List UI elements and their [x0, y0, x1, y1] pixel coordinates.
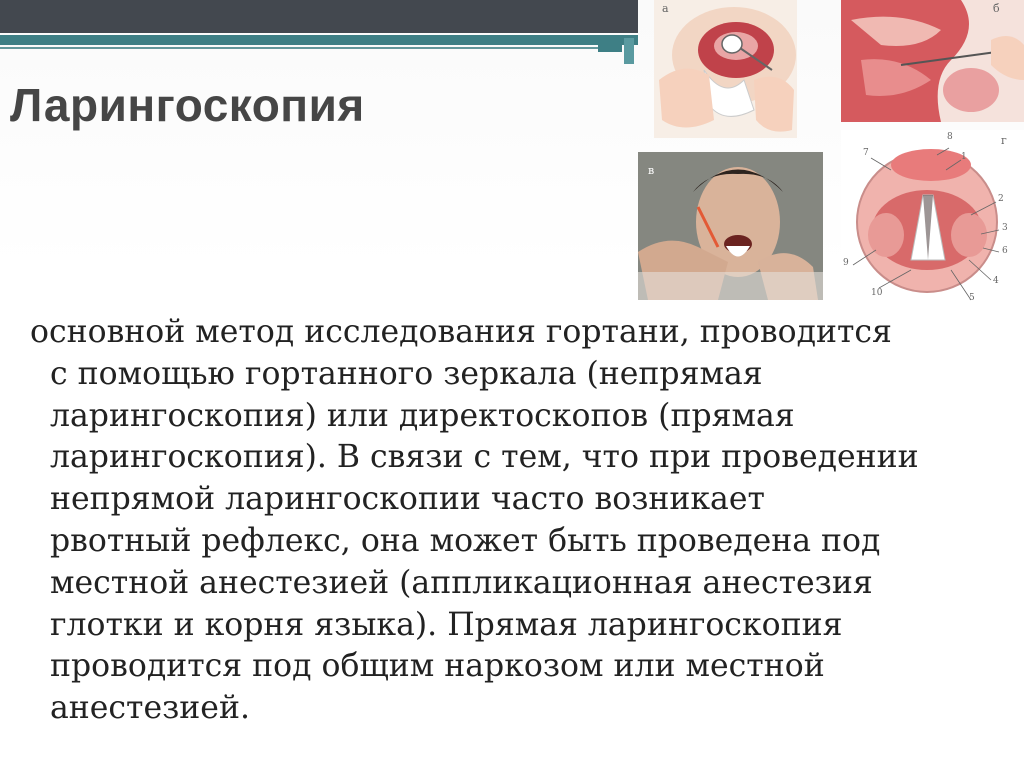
body-line: непрямой ларингоскопии часто возникает: [50, 481, 765, 518]
figure-c-label: в: [648, 164, 655, 177]
header-corner-block-small: [624, 38, 634, 64]
body-line: проводится под общим наркозом или местной: [50, 648, 825, 685]
body-line: ларингоскопия). В связи с тем, что при проведении: [50, 439, 919, 476]
body-line: ларингоскопия) или директоскопов (прямая: [50, 397, 795, 434]
body-line: основной метод исследования гортани, проводится: [30, 314, 892, 350]
figure-d-number: 7: [863, 148, 869, 158]
figure-d-illustration: [841, 130, 1024, 305]
slide-title: Ларингоскопия: [10, 79, 365, 131]
figure-b-illustration: [841, 0, 1024, 122]
body-line: рвотный рефлекс, она может быть проведена под: [50, 522, 881, 559]
figure-d-number: 3: [1002, 223, 1008, 233]
header-band-teal: [0, 35, 638, 45]
body-line: местной анестезией (аппликационная анестезия: [50, 564, 873, 601]
figure-d-number: 1: [961, 152, 967, 162]
figure-a-label: а: [662, 2, 669, 15]
header-corner-block: [598, 38, 622, 52]
figure-d-number: 5: [969, 293, 975, 303]
figure-b-label: б: [993, 2, 1000, 15]
body-line: анестезией.: [50, 690, 250, 727]
header-band-dark: [0, 0, 638, 33]
figure-a-illustration: [654, 0, 797, 138]
body-line: с помощью гортанного зеркала (непрямая: [50, 355, 763, 392]
header-rule: [0, 47, 612, 49]
figure-d-label: г: [1001, 134, 1007, 147]
figure-d-number: 4: [993, 276, 999, 286]
slide-body: [30, 312, 1015, 730]
body-line: глотки и корня языка). Прямая ларингоскопия: [50, 606, 843, 643]
figure-d-number: 6: [1002, 246, 1008, 256]
figure-d-number: 8: [947, 132, 953, 142]
figure-d-number: 10: [871, 288, 883, 298]
figure-d-number: 2: [998, 194, 1004, 204]
figure-d-number: 9: [843, 258, 849, 268]
figure-c-photo: [638, 152, 823, 300]
